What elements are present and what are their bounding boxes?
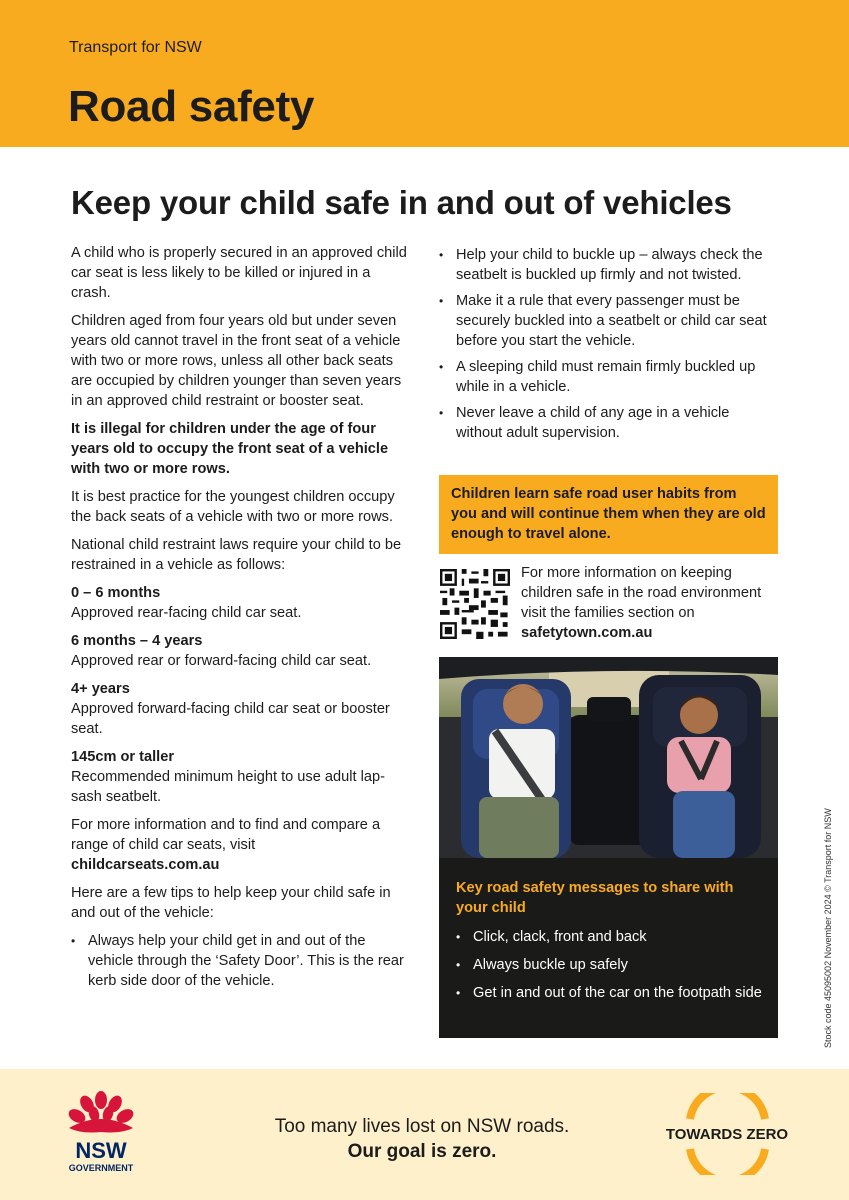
requirement-item [71,679,411,739]
habits-callout: Children learn safe road user habits from you and will continue them when they are old enough to travel alone. [439,475,778,554]
front-seat-paragraph: Children aged from four years old but under seven years old cannot travel in the front seat of a vehicle with two or more rows, unless all other back seats are occupied by children younger than seven years in an approved child restraint or booster seat. [71,313,402,409]
requirement-text: Approved forward-facing child car seat or booster seat. [71,701,390,737]
headline: Keep your child safe in and out of vehicles [71,184,732,221]
more-info-text: For more information and to find and compare a range of child car seats, visit [71,817,381,853]
requirement-item [71,583,411,623]
requirement-heading: 145cm or taller [71,749,175,765]
stock-code: Stock code 45095002 November 2024 © Transport for NSW [823,808,833,1048]
list-item: • Make it a rule that every passenger must be securely buckled into a seatbelt or child car seat before you start the vehicle. [439,291,777,351]
list-item: • Always help your child get in and out of the vehicle through the ‘Safety Door’. This is the rear kerb side door of the vehicle. [71,931,411,991]
page-title: Road safety [68,82,315,131]
nsw-waratah-logo [61,1090,141,1176]
qr-info [521,563,771,643]
best-practice-paragraph: It is best practice for the youngest children occupy the back seats of a vehicle with two or more rows. [71,489,395,525]
nsw-logo-subtext: GOVERNMENT [68,1163,134,1173]
towards-zero-logo [660,1093,795,1175]
tagline-line-2: Our goal is zero. [347,1141,497,1162]
right-column [439,245,777,449]
list-item: • Click, clack, front and back [456,927,762,947]
tagline-line-1: Too many lives lost on NSW roads. [274,1116,570,1137]
more-info-paragraph [71,815,411,875]
list-item: • A sleeping child must remain firmly buckled up while in a vehicle. [439,357,777,397]
children-in-car-photo [439,657,778,858]
key-messages-heading: Key road safety messages to share with your child [456,880,734,916]
safetytown-link[interactable]: safetytown.com.au [521,625,653,641]
list-item: • Help your child to buckle up – always check the seatbelt is buckled up firmly and not twisted. [439,245,777,285]
requirement-text: Approved rear-facing child car seat. [71,605,302,621]
requirement-heading: 4+ years [71,681,130,697]
list-item: • Never leave a child of any age in a vehicle without adult supervision. [439,403,777,443]
org-name: Transport for NSW [69,39,202,56]
childcarseats-link[interactable]: childcarseats.com.au [71,857,220,873]
list-item: • Always buckle up safely [456,955,762,975]
nsw-logo-text: NSW [75,1138,127,1163]
towards-zero-text: TOWARDS ZERO [665,1126,789,1143]
tips-list-right [439,245,777,443]
laws-intro: National child restraint laws require your child to be restrained in a vehicle as follows: [71,537,402,573]
footer-tagline [222,1114,622,1164]
requirement-text: Approved rear or forward-facing child car seat. [71,653,372,669]
illegal-notice: It is illegal for children under the age of four years old to occupy the front seat of a vehicle with two or more rows. [71,421,389,477]
qr-code-icon[interactable] [440,569,510,639]
intro-paragraph: A child who is properly secured in an approved child car seat is less likely to be killed or injured in a crash. [71,245,407,301]
requirement-text: Recommended minimum height to use adult lap-sash seatbelt. [71,769,385,805]
qr-info-text: For more information on keeping children safe in the road environment visit the families section on [521,565,762,621]
requirement-heading: 0 – 6 months [71,585,161,601]
key-messages-list [456,927,762,1003]
tips-list-left [71,931,411,991]
tips-intro: Here are a few tips to help keep your child safe in and out of the vehicle: [71,885,391,921]
list-item: • Get in and out of the car on the footpath side [456,983,762,1003]
left-column [71,243,411,997]
requirement-item [71,747,411,807]
header-banner [0,0,849,147]
requirement-heading: 6 months – 4 years [71,633,203,649]
key-messages-panel [439,858,778,1038]
requirement-item [71,631,411,671]
